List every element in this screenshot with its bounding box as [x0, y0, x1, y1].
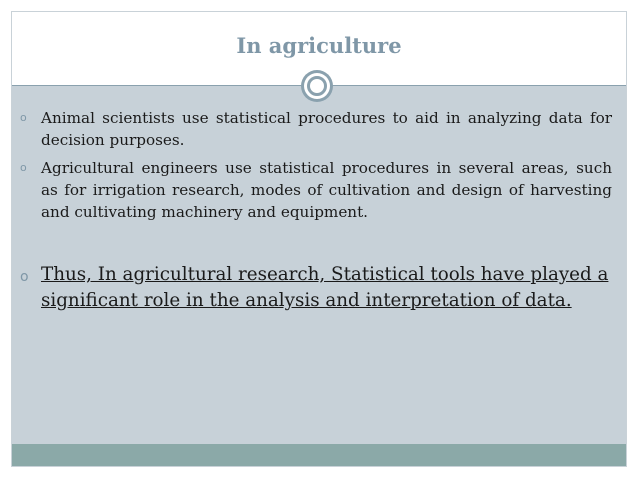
bullet-item-emphasis: [20, 262, 612, 314]
slide-title: In agriculture: [236, 33, 402, 58]
bullet-text: Agricultural engineers use statistical procedures in several areas, such as for irrigation research, modes of cultivation and design of harvesting and cultivating machinery and equipment.: [41, 159, 612, 221]
bullet-marker-icon: o: [20, 269, 29, 285]
bullet-text: Animal scientists use statistical procedures to aid in analyzing data for decision purposes.: [41, 109, 612, 149]
bullet-item: [20, 157, 612, 223]
bullet-marker-icon: o: [20, 111, 27, 124]
bullet-item: [20, 107, 612, 151]
circle-ornament-icon: [301, 70, 333, 102]
bullet-marker-icon: o: [20, 161, 27, 174]
bullet-text-underlined: Thus, In agricultural research, Statistical tools have played a significant role in the analysis and interpretation of data.: [41, 264, 609, 311]
